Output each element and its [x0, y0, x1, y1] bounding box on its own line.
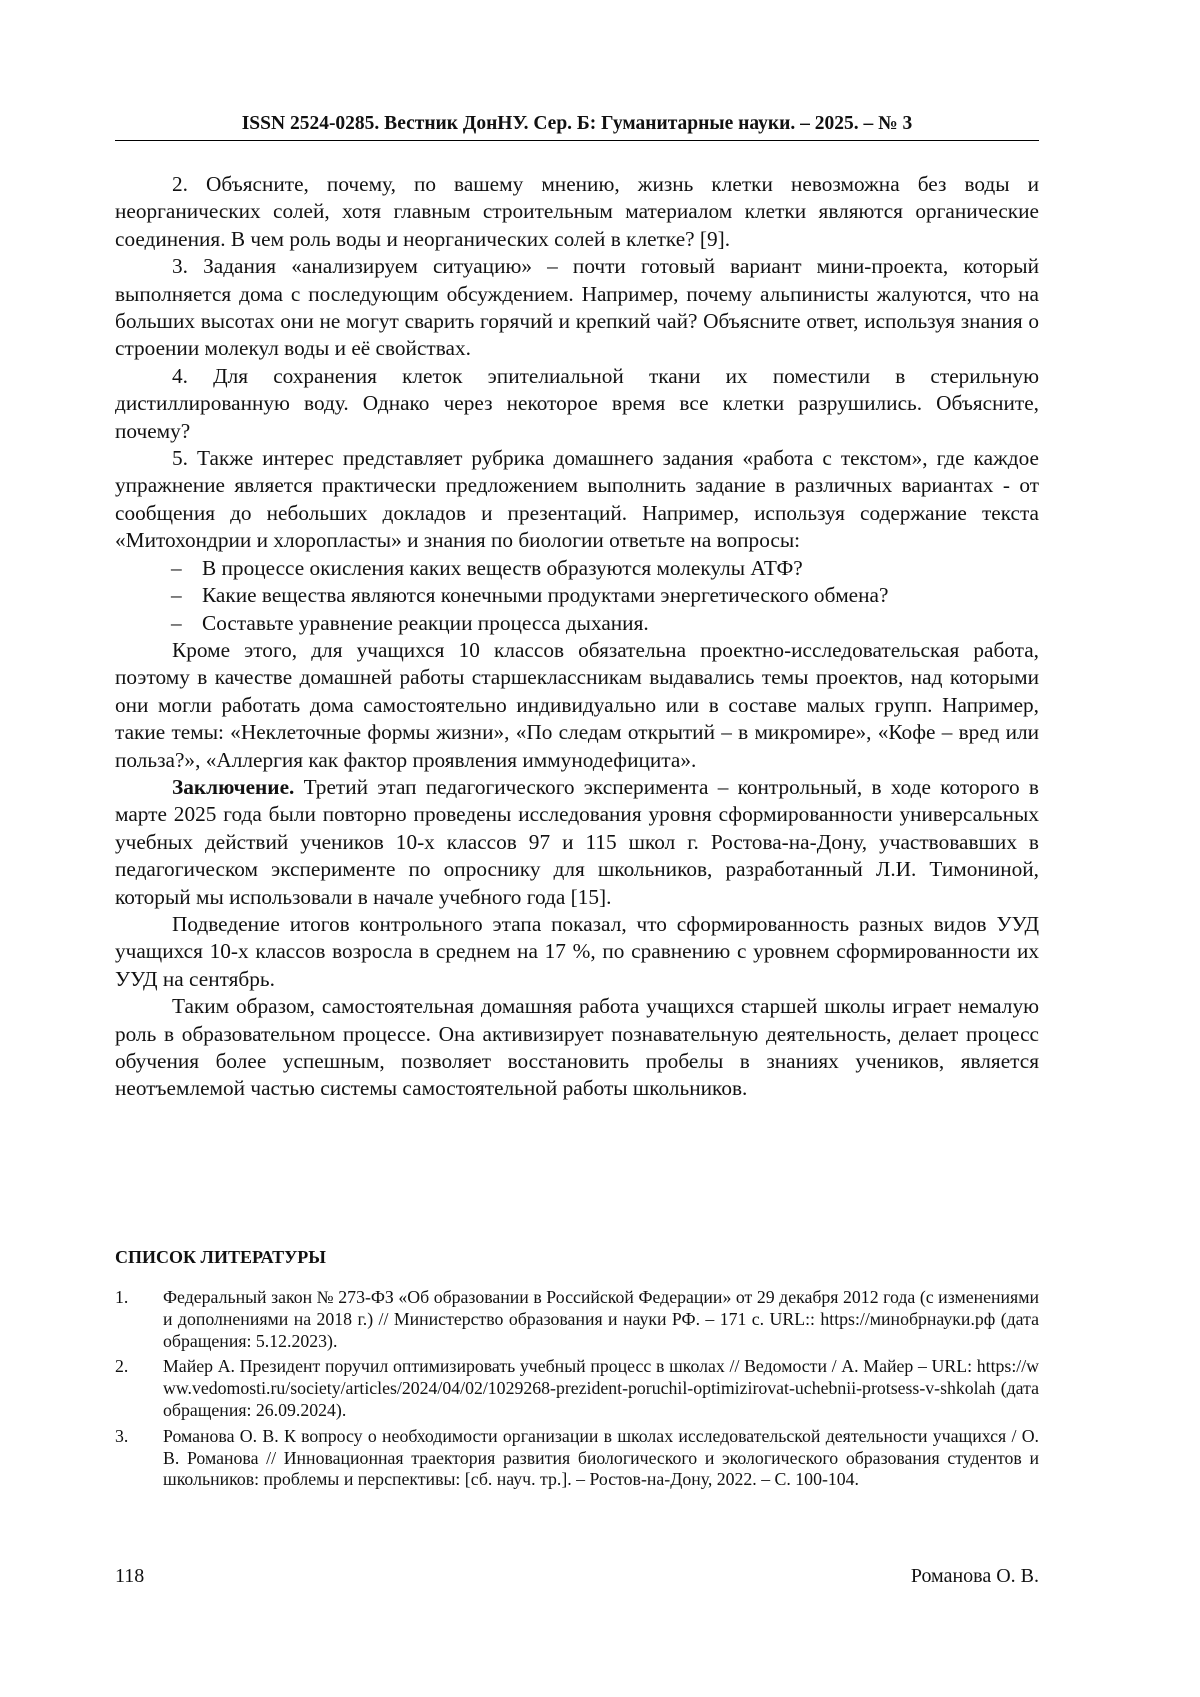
body-paragraph-8: Таким образом, самостоятельная домашняя работа учащихся старшей школы играет немалую роль в образовательном процессе. Она активизирует познавательную деятельность, делает процесс обучения более успешным, позволяет восстановить пробелы в знаниях учеников, является неотъемлемой частью системы самостоятельной работы школьников. [115, 994, 1039, 1101]
reference-item [115, 1287, 1039, 1352]
dash-marker: – [171, 555, 182, 580]
page-number: 118 [115, 1565, 145, 1587]
dash-marker: – [171, 583, 182, 608]
list-item [115, 555, 1039, 582]
conclusion-text: Третий этап педагогического эксперимента – контрольный, в ходе которого в марте 2025 года были повторно проведены исследования уровня сформированности универсальных учебных действий учеников 10-х классов 97 и 115 школ г. Ростова-на-Дону, участвовавших в педагогическом эксперименте по опроснику для школьников, разработанный Л.И. Тимониной, который мы использовали в начале учебного года [15]. [115, 774, 1039, 909]
body-paragraph-1: 2. Объясните, почему, по вашему мнению, жизнь клетки невозможна без воды и неорганических солей, хотя главным строительным материалом клетки являются органические соединения. В чем роль воды и неорганических солей в клетке? [9]. [115, 172, 1039, 251]
article-body [115, 171, 1039, 1103]
body-paragraph-5: Кроме этого, для учащихся 10 классов обязательна проектно-исследовательская работа, поэтому в качестве домашней работы старшеклассникам выдавались темы проектов, над которыми они могли работать дома самостоятельно индивидуально или в составе малых групп. Например, такие темы: «Неклеточные формы жизни», «По следам открытий – в микромире», «Кофе – вред или польза?», «Аллергия как фактор проявления иммунодефицита». [115, 637, 1039, 772]
reference-text: Майер А. Президент поручил оптимизировать учебный процесс в школах // Ведомости / А. Майер – URL: https://www.vedomosti.ru/society/articles/2024/04/02/1029268-prezident-poruchil-optimizirovat-uchebnii-protsess-v-shkolah (дата обращения: 26.09.2024). [163, 1356, 1039, 1420]
references-list [115, 1287, 1039, 1495]
question-list [115, 555, 1039, 637]
conclusion-label: Заключение. [172, 774, 295, 799]
body-paragraph-4: 5. Также интерес представляет рубрика домашнего задания «работа с текстом», где каждое упражнение является практически предложением выполнить задание в различных вариантах - от сообщения до небольших докладов и презентаций. Например, используя содержание текста «Митохондрии и хлоропласты» и знания по биологии ответьте на вопросы: [115, 446, 1039, 553]
list-item [115, 610, 1039, 637]
reference-text: Романова О. В. К вопросу о необходимости организации в школах исследовательской деятельности учащихся / О. В. Романова // Инновационная траектория развития биологического и экологического образования студентов и школьников: проблемы и перспективы: [сб. науч. тр.]. – Ростов-на-Дону, 2022. – С. 100-104. [163, 1425, 1039, 1490]
body-paragraph-3: 4. Для сохранения клеток эпителиальной ткани их поместили в стерильную дистиллированную воду. Однако через некоторое время все клетки разрушились. Объясните, почему? [115, 363, 1039, 443]
reference-number: 2. [115, 1356, 129, 1377]
dash-marker: – [171, 610, 182, 635]
list-item-text: Составьте уравнение реакции процесса дыхания. [202, 610, 649, 635]
references-heading: СПИСОК ЛИТЕРАТУРЫ [115, 1247, 326, 1267]
footer-author: Романова О. В. [910, 1565, 1039, 1587]
list-item-text: Какие вещества являются конечными продуктами энергетического обмена? [202, 583, 889, 608]
conclusion-paragraph [115, 774, 1039, 911]
reference-number: 1. [115, 1287, 129, 1307]
reference-item [115, 1426, 1039, 1491]
body-paragraph-7: Подведение итогов контрольного этапа показал, что сформированность разных видов УУД учащихся 10-х классов возросла в среднем на 17 %, по сравнению с уровнем сформированности их УУД на сентябрь. [115, 911, 1039, 991]
list-item [115, 582, 1039, 609]
reference-number: 3. [115, 1425, 129, 1446]
reference-text: Федеральный закон № 273-ФЗ «Об образовании в Российской Федерации» от 29 декабря 2012 года (с изменениями и дополнениями на 2018 г.) // Министерство образования и науки РФ. – 171 с. URL:: https://минобрнауки.рф (дата обращения: 5.12.2023). [163, 1287, 1039, 1351]
body-paragraph-2: 3. Задания «анализируем ситуацию» – почти готовый вариант мини-проекта, который выполняется дома с последующим обсуждением. Например, почему альпинисты жалуются, что на больших высотах они не могут сварить горячий и крепкий чай? Объясните ответ, используя знания о строении молекул воды и её свойствах. [115, 254, 1039, 361]
reference-item [115, 1356, 1039, 1421]
running-header: ISSN 2524-0285. Вестник ДонНУ. Сер. Б: Гуманитарные науки. – 2025. – № 3 [115, 111, 1039, 141]
list-item-text: В процессе окисления каких веществ образуются молекулы АТФ? [202, 555, 803, 580]
